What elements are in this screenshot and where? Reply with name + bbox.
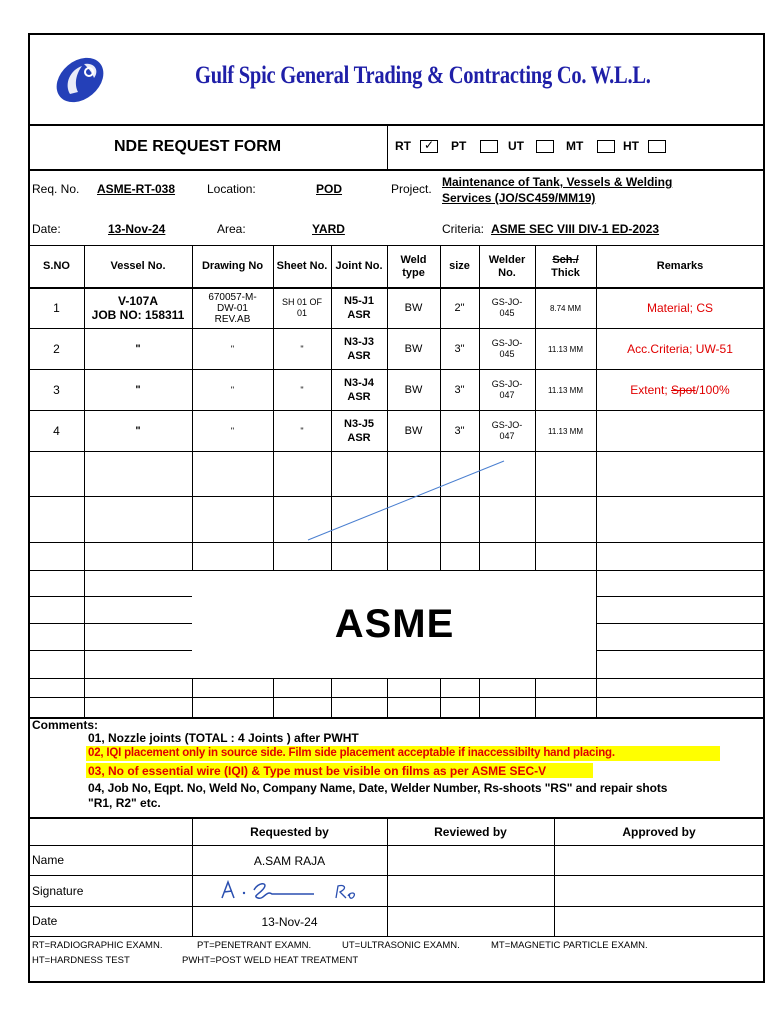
method-rt-label: RT (395, 139, 411, 153)
comment-line: 01, Nozzle joints (TOTAL : 4 Joints ) after PWHT (88, 731, 359, 745)
row-weld: BW (404, 384, 423, 396)
row-remark: Extent; Spot /100% (630, 383, 730, 397)
area-label: Area: (217, 222, 246, 236)
date-label: Date: (32, 222, 61, 236)
row-drawing: " (230, 384, 235, 395)
area-value: YARD (312, 222, 345, 236)
reviewed-by-header: Reviewed by (434, 824, 507, 839)
row-weld: BW (404, 302, 423, 314)
row-joint: N3-J3 ASR (344, 336, 374, 362)
row-drawing: " (230, 425, 235, 436)
row-joint: N3-J5 ASR (344, 418, 374, 444)
company-name: Gulf Spic General Trading & Contracting Co. W.L.L. (195, 62, 651, 89)
row-sheet: " (300, 343, 304, 354)
comments-label: Comments: (32, 718, 99, 732)
project-line1: Maintenance of Tank, Vessels & Welding (442, 175, 673, 189)
row-size: 2" (454, 302, 465, 314)
project-label: Project. (391, 182, 432, 196)
legend-item: MT=MAGNETIC PARTICLE EXAMN. (491, 940, 648, 951)
legend-item: UT=ULTRASONIC EXAMN. (342, 940, 460, 951)
row-sheet: " (300, 384, 304, 395)
row-vessel: " (135, 343, 141, 355)
legend-item: HT=HARDNESS TEST (32, 955, 130, 966)
location-label: Location: (207, 182, 256, 196)
location-value: POD (316, 182, 343, 196)
comment-line: 02, IQI placement only in source side. Film side placement acceptable if inaccessibilty hand placing. (88, 747, 615, 759)
method-ht-label: HT (623, 139, 639, 153)
row-size: 3" (454, 384, 465, 396)
col-header-sno: S.NO (43, 260, 70, 272)
approved-by-header: Approved by (622, 824, 696, 839)
row-vessel: " (135, 425, 141, 437)
col-header-vessel: Vessel No. (110, 260, 166, 272)
col-header-sheet: Sheet No. (276, 260, 328, 272)
row-sheet: " (300, 425, 304, 436)
form-title: NDE REQUEST FORM (114, 138, 282, 155)
requested-by-header: Requested by (250, 824, 329, 839)
method-pt-label: PT (451, 139, 467, 153)
row-welder: GS-JO- 047 (491, 379, 523, 400)
row-welder: GS-JO- 045 (491, 338, 523, 359)
row-thick: 11.13 MM (548, 426, 583, 436)
legend-item: PT=PENETRANT EXAMN. (197, 940, 312, 951)
method-mt-label: MT (566, 139, 584, 153)
row-remark: Material; CS (646, 301, 714, 315)
row-weld: BW (404, 343, 423, 355)
row-weld: BW (404, 425, 423, 437)
col-header-joint: Joint No. (335, 260, 383, 272)
row-vessel: V-107A JOB NO: 158311 (91, 294, 185, 322)
req-no-value: ASME-RT-038 (97, 182, 176, 196)
row-sheet: SH 01 OF 01 (281, 297, 322, 318)
date-value: 13-Nov-24 (108, 222, 166, 236)
row-sno: 4 (53, 424, 60, 438)
row-size: 3" (454, 425, 465, 437)
row-welder: GS-JO- 047 (491, 420, 523, 441)
row-welder: GS-JO- 045 (491, 297, 523, 318)
project-line2: Services (JO/SC459/MM19) (442, 191, 596, 205)
row-joint: N3-J4 ASR (344, 377, 374, 403)
asme-stamp: ASME (193, 571, 596, 677)
comment-line: "R1, R2" etc. (88, 796, 161, 810)
col-header-drawing: Drawing No (201, 260, 264, 272)
row-size: 3" (454, 343, 465, 355)
date-row-label: Date (32, 914, 58, 928)
requester-signature (214, 876, 374, 904)
comment-line: 04, Job No, Eqpt. No, Weld No, Company Name, Date, Welder Number, Rs-shoots "RS" and repair shots (88, 781, 668, 795)
col-header-remarks: Remarks (656, 260, 704, 272)
col-header-size: size (449, 260, 470, 272)
row-thick: 8.74 MM (549, 303, 582, 313)
col-header-sch: Sch./ Thick (551, 253, 580, 279)
col-header-welder: Welder No. (488, 253, 526, 279)
row-vessel: " (135, 384, 141, 396)
row-sno: 2 (53, 342, 60, 356)
name-label: Name (32, 853, 65, 867)
row-remark: Acc.Criteria; UW-51 (627, 342, 733, 356)
req-no-label: Req. No. (32, 182, 80, 196)
comment-line: 03, No of essential wire (IQI) & Type must be visible on films as per ASME SEC-V (88, 764, 547, 778)
signature-label: Signature (32, 884, 84, 898)
criteria-label: Criteria: (442, 222, 485, 236)
row-drawing: 670057-M- DW-01 REV.AB (208, 291, 257, 325)
row-sno: 1 (53, 301, 60, 315)
legend-item: RT=RADIOGRAPHIC EXAMN. (32, 940, 163, 951)
row-drawing: " (230, 343, 235, 354)
criteria-value: ASME SEC VIII DIV-1 ED-2023 (491, 222, 660, 236)
row-thick: 11.13 MM (548, 385, 583, 395)
col-header-weld: Weld type (400, 253, 427, 279)
requester-date: 13-Nov-24 (261, 914, 318, 929)
requester-name: A.SAM RAJA (253, 853, 326, 868)
legend-item: PWHT=POST WELD HEAT TREATMENT (182, 955, 359, 966)
check-icon: ✓ (424, 138, 435, 152)
row-sno: 3 (53, 383, 60, 397)
row-joint: N5-J1 ASR (344, 295, 374, 321)
row-thick: 11.13 MM (548, 344, 583, 354)
method-ut-label: UT (508, 139, 524, 153)
